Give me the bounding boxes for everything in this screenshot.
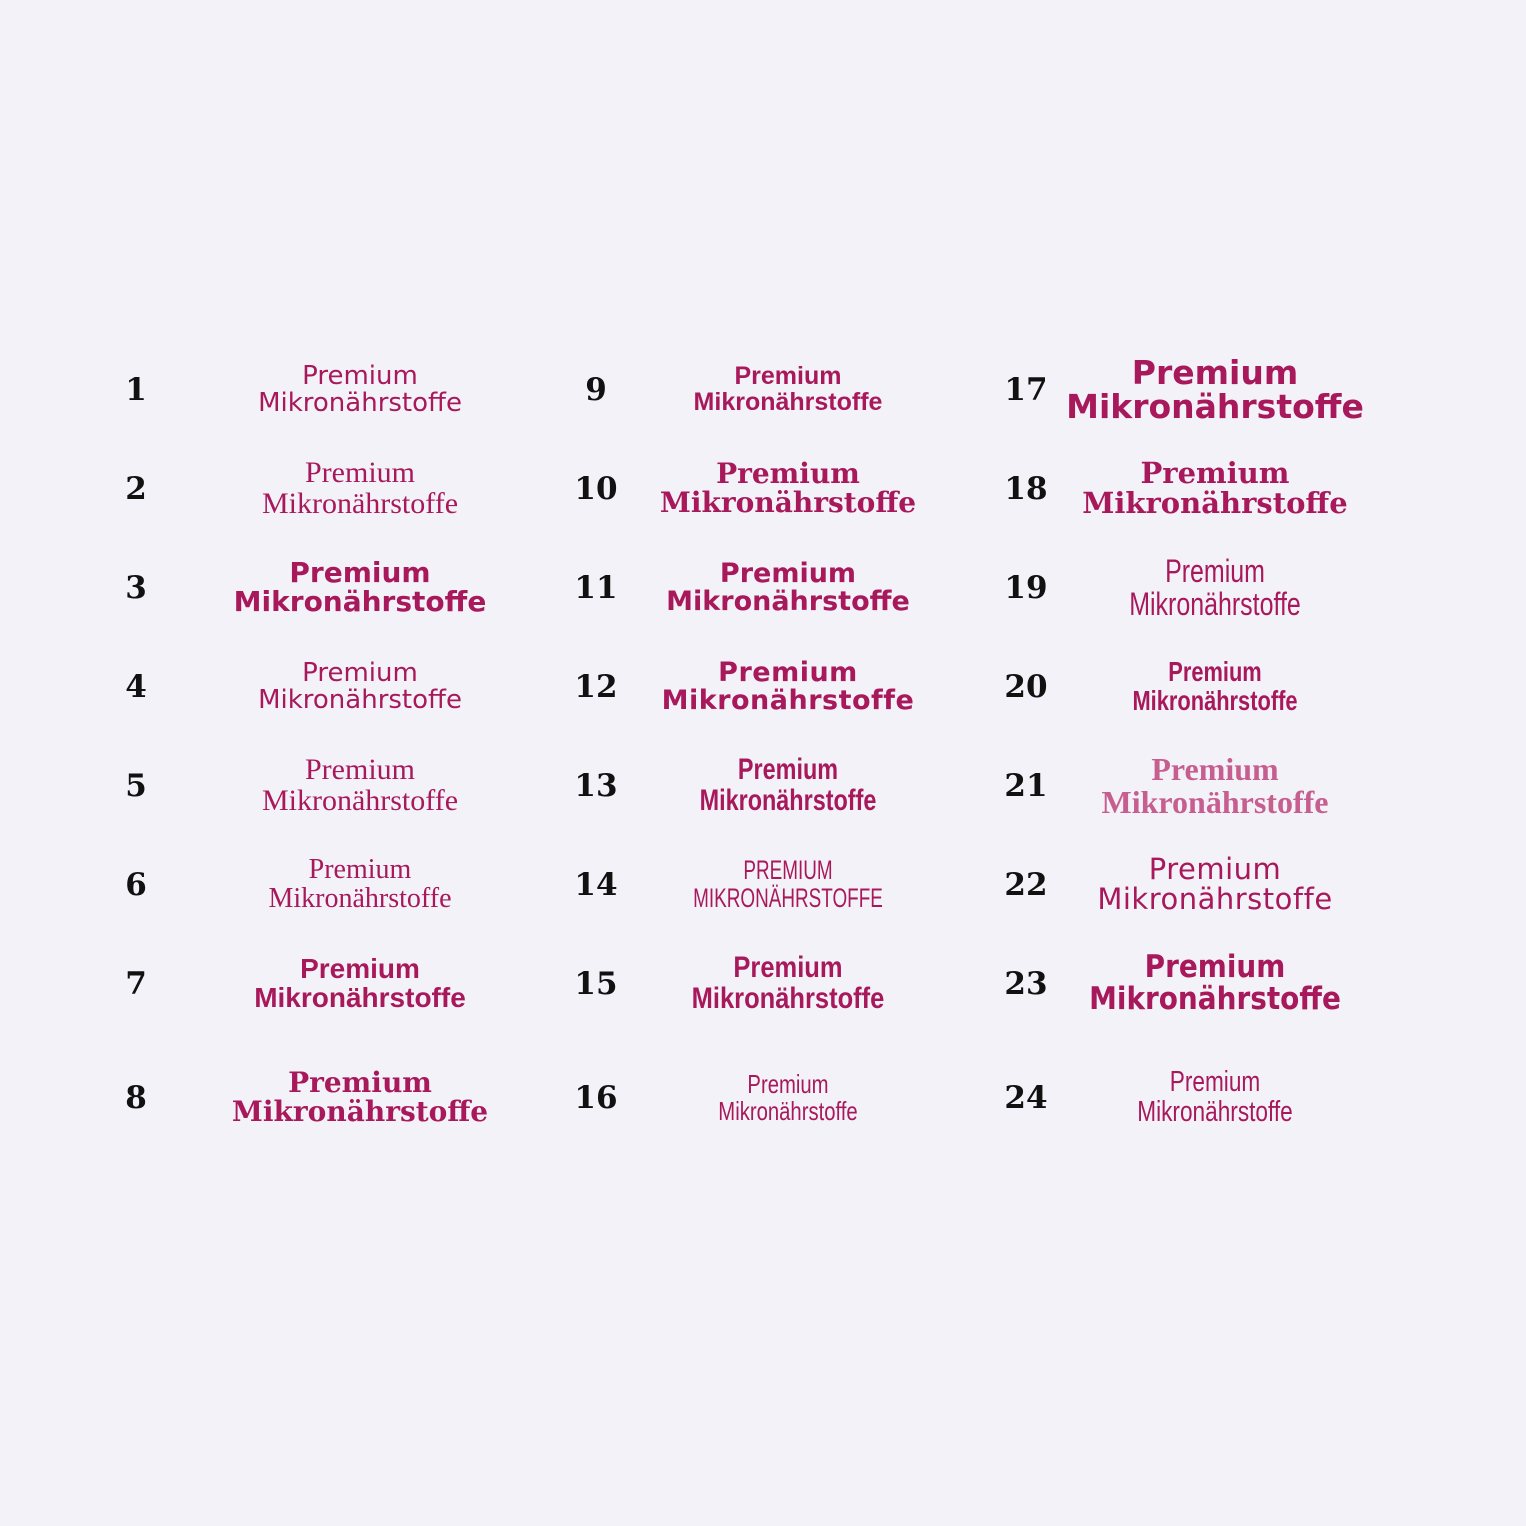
sample-line-1: Premium (288, 1066, 432, 1100)
sample-line-2: Mikronährstoffe (1137, 1096, 1293, 1128)
sample-line-1: Premium (1131, 352, 1299, 392)
sample-line-1: Premium (716, 456, 860, 490)
sample-line-1: Premium (1169, 1066, 1261, 1099)
font-sample-row (570, 1033, 970, 1163)
sample-line-1: Premium (289, 555, 431, 589)
font-sample (1067, 1068, 1363, 1127)
font-sample (1025, 750, 1405, 820)
sample-line-2: MIKRONÄHRSTOFFE (693, 882, 883, 913)
sample-line-2: Mikronährstoffe (1101, 783, 1329, 820)
font-sample (180, 555, 540, 618)
font-sample (1025, 352, 1405, 426)
sample-line-2: Mikronährstoffe (699, 783, 877, 817)
sample-line-1: Premium (737, 752, 839, 786)
sample-number: 5 (125, 767, 147, 804)
font-sample-row (110, 538, 510, 637)
sample-line-1: Premium (1168, 655, 1262, 687)
font-sample (1067, 655, 1363, 716)
sample-line-1: Premium (1165, 552, 1265, 589)
sample-line-1: Premium (305, 752, 415, 786)
sample-line-2: Mikronährstoffe (691, 981, 885, 1015)
font-sample (662, 854, 914, 913)
font-sample (180, 1066, 540, 1128)
sample-number: 9 (585, 371, 607, 408)
sample-line-2: Mikronährstoffe (1129, 585, 1301, 622)
font-sample-row (110, 736, 510, 835)
sample-number: 24 (1004, 1080, 1048, 1116)
font-sample-row (1000, 637, 1400, 736)
sample-number: 6 (125, 866, 147, 903)
font-column-1 (110, 340, 510, 1163)
sample-line-1: PREMIUM (743, 854, 833, 885)
sample-number: 21 (1004, 767, 1048, 804)
font-sample-row (1000, 1033, 1400, 1163)
sample-line-1: Premium (1148, 851, 1282, 886)
sample-number: 1 (125, 371, 147, 408)
font-sample-row (570, 439, 970, 538)
sample-line-2: Mikronährstoffe (1066, 386, 1364, 426)
font-sample-row (570, 340, 970, 439)
font-sample (180, 853, 540, 914)
sample-line-1: Premium (733, 950, 843, 984)
font-sample (608, 656, 968, 716)
font-sample-row (110, 439, 510, 538)
sample-number: 3 (125, 569, 147, 606)
sample-line-2: Mikronährstoffe (718, 1096, 858, 1126)
font-sample-row (1000, 736, 1400, 835)
font-sample (180, 752, 540, 817)
sample-number: 13 (574, 767, 618, 804)
font-sample (180, 455, 540, 520)
sample-line-2: Mikronährstoffe (268, 882, 452, 914)
sample-line-2: Mikronährstoffe (1132, 684, 1298, 716)
sample-line-1: Premium (302, 657, 418, 688)
font-sample (1025, 851, 1405, 916)
font-sample (608, 557, 968, 617)
font-sample (1067, 552, 1363, 622)
sample-line-1: Premium (1140, 455, 1290, 490)
font-sample (608, 364, 968, 415)
sample-line-2: Mikronährstoffe (1097, 881, 1333, 916)
sample-number: 12 (574, 668, 618, 705)
font-sample-row (1000, 835, 1400, 934)
sample-line-2: Mikronährstoffe (261, 486, 459, 520)
sample-line-2: Mikronährstoffe (661, 684, 915, 716)
sample-number: 15 (574, 965, 618, 1002)
font-sample (180, 657, 540, 715)
sample-line-2: Mikronährstoffe (666, 585, 910, 617)
sample-line-1: Premium (300, 952, 420, 984)
font-column-2 (570, 340, 970, 1163)
sample-line-1: Premium (747, 1069, 829, 1100)
sample-number: 7 (125, 965, 147, 1002)
font-sample (1044, 948, 1386, 1017)
sample-number: 11 (574, 569, 618, 606)
font-sample (648, 752, 929, 817)
sample-number: 14 (574, 866, 618, 903)
font-sample-row (1000, 538, 1400, 637)
font-sample-row (110, 340, 510, 439)
sample-number: 22 (1004, 866, 1048, 903)
sample-line-2: Mikronährstoffe (693, 387, 883, 416)
sample-line-2: Mikronährstoffe (231, 1095, 489, 1128)
font-sample-row (570, 736, 970, 835)
font-sample-row (110, 637, 510, 736)
sample-line-2: Mikronährstoffe (1089, 980, 1341, 1017)
sample-line-2: Mikronährstoffe (1082, 485, 1348, 520)
font-sample-row (570, 934, 970, 1033)
sample-line-1: Premium (734, 362, 842, 390)
sample-line-2: Mikronährstoffe (659, 485, 917, 519)
sample-number: 10 (574, 470, 618, 507)
font-sample-row (110, 1033, 510, 1163)
sample-line-2: Mikronährstoffe (261, 783, 459, 817)
font-sample (648, 1071, 929, 1124)
sample-number: 2 (125, 470, 147, 507)
font-sample-row (1000, 340, 1400, 439)
sample-line-1: Premium (1151, 750, 1279, 787)
font-sample (1025, 455, 1405, 520)
sample-line-1: Premium (719, 557, 857, 589)
font-sample-row (570, 538, 970, 637)
font-sample-row (110, 934, 510, 1033)
sample-number: 19 (1004, 569, 1048, 606)
sample-line-1: Premium (718, 656, 858, 688)
sample-line-2: Mikronährstoffe (233, 584, 487, 618)
sample-number: 8 (125, 1080, 147, 1116)
sample-number: 18 (1004, 470, 1048, 507)
sample-line-1: Premium (308, 853, 412, 885)
sample-number: 20 (1004, 668, 1048, 705)
sample-line-1: Premium (302, 360, 418, 391)
sample-number: 16 (574, 1080, 618, 1116)
font-sample-row (570, 637, 970, 736)
sample-line-2: Mikronährstoffe (258, 684, 462, 715)
font-sample (180, 360, 540, 418)
sample-line-2: Mikronährstoffe (254, 981, 466, 1013)
font-sample (635, 950, 941, 1015)
font-sample (180, 952, 540, 1013)
font-sample-row (570, 835, 970, 934)
font-sample-row (110, 835, 510, 934)
sample-line-1: Premium (305, 455, 415, 489)
font-column-3 (1000, 340, 1400, 1163)
sample-number: 17 (1004, 371, 1048, 408)
font-sample (608, 456, 968, 519)
font-sample-row (1000, 439, 1400, 538)
sample-number: 23 (1004, 965, 1048, 1002)
sample-number: 4 (125, 668, 147, 705)
font-sample-row (1000, 934, 1400, 1033)
sample-line-1: Premium (1144, 948, 1286, 985)
sample-line-2: Mikronährstoffe (258, 387, 462, 418)
